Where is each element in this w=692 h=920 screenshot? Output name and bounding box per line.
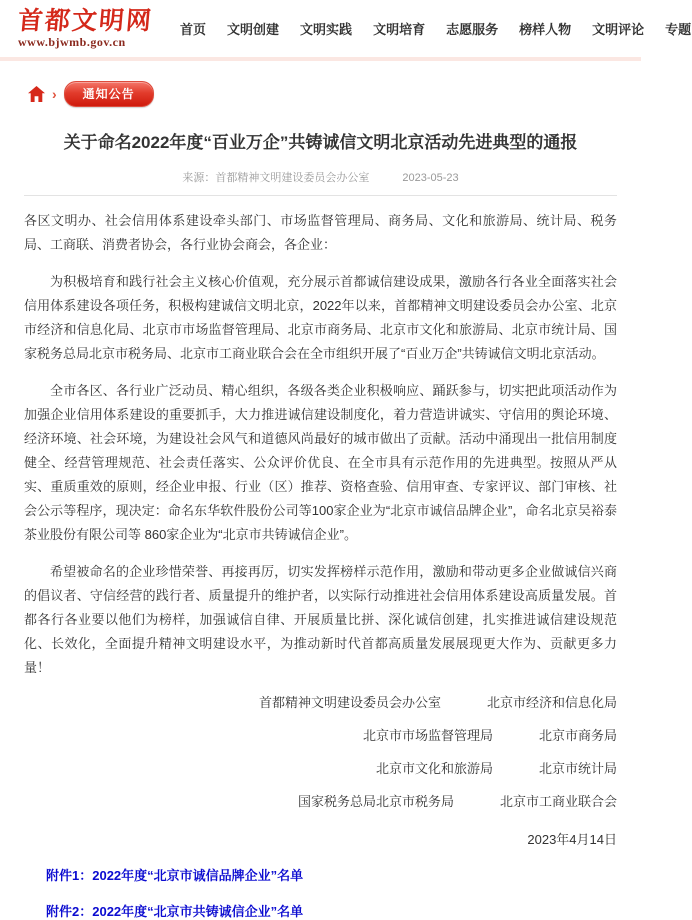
title-divider <box>24 195 617 196</box>
nav-item-civilization-review[interactable]: 文明评论 <box>592 22 645 37</box>
article-publish-date: 2023-05-23 <box>402 171 459 184</box>
site-logo[interactable] <box>18 7 153 51</box>
nav-item-civilization-practice[interactable]: 文明实践 <box>300 22 353 37</box>
signature-date: 2023年4月14日 <box>527 831 617 847</box>
site-logo-url: www.bjwmb.gov.cn <box>18 35 126 50</box>
article-title: 关于命名2022年度“百业万企”共铸诚信文明北京活动先进典型的通报 <box>63 133 578 152</box>
article-meta <box>24 169 617 185</box>
signature-line <box>24 792 617 812</box>
nav-item-home[interactable]: 首页 <box>180 22 207 37</box>
article-source-label: 来源： <box>182 171 216 184</box>
nav-item-volunteer-service[interactable]: 志愿服务 <box>446 22 499 37</box>
signature-org: 北京市统计局 <box>538 760 617 776</box>
attachment-link-1[interactable]: 附件1：2022年度“北京市诚信品牌企业”名单 <box>46 867 304 883</box>
nav-item-special-topics[interactable]: 专题 <box>665 22 692 37</box>
signature-org: 北京市市场监督管理局 <box>362 727 493 743</box>
main-nav <box>179 15 692 42</box>
article-source: 首都精神文明建设委员会办公室 <box>215 171 370 184</box>
nav-item-civilization-creation[interactable]: 文明创建 <box>227 22 280 37</box>
paragraph-salutation: 各区文明办、社会信用体系建设牵头部门、市场监督管理局、商务局、文化和旅游局、统计局、税务局、工商联、消费者协会，各行业协会商会，各企业： <box>24 212 617 252</box>
signature-org: 北京市工商业联合会 <box>499 793 617 809</box>
breadcrumb-category-badge[interactable]: 通知公告 <box>64 81 154 107</box>
signature-org: 北京市商务局 <box>538 727 617 743</box>
article-body <box>24 209 617 680</box>
attachment-list <box>24 865 617 920</box>
attachment-link-2[interactable]: 附件2：2022年度“北京市共铸诚信企业”名单 <box>46 903 304 919</box>
site-header <box>0 0 692 61</box>
signature-org: 国家税务总局北京市税务局 <box>297 793 454 809</box>
nav-item-civilization-cultivation[interactable]: 文明培育 <box>373 22 426 37</box>
site-logo-title: 首都文明网 <box>16 5 155 35</box>
nav-item-role-models[interactable]: 榜样人物 <box>519 22 572 37</box>
signature-org: 首都精神文明建设委员会办公室 <box>258 694 441 710</box>
signature-block <box>24 693 617 848</box>
paragraph-expectation: 希望被命名的企业珍惜荣誉、再接再厉，切实发挥榜样示范作用，激励和带动更多企业做诚信兴商的倡议者、守信经营的践行者、质量提升的维护者，以实际行动推进社会信用体系建设高质量发展。首都各行各业要以他们为榜样，加强诚信自律、开展质量比拼、深化诚信创建，扎实推进诚信建设规范化、长效化，全面提升精神文明建设水平，为推动新时代首都高质量发展展现更大作为、贡献更多力量！ <box>24 563 617 675</box>
home-icon[interactable] <box>28 86 45 102</box>
article <box>0 131 641 920</box>
breadcrumb <box>0 61 641 106</box>
signature-line <box>24 759 617 779</box>
signature-org: 北京市文化和旅游局 <box>375 760 493 776</box>
paragraph-decision: 全市各区、各行业广泛动员、精心组织，各级各类企业积极响应、踊跃参与，切实把此项活动作为加强企业信用体系建设的重要抓手，大力推进诚信建设制度化，着力营造讲诚实、守信用的舆论环境、经济环境、社会环境，为建设社会风气和道德风尚最好的城市做出了贡献。活动中涌现出一批信用制度健全、经营管理规范、社会责任落实、公众评价优良、在全市具有示范作用的先进典型。按照从严从实、重质重效的原则，经企业申报、行业（区）推荐、资格查验、信用审查、专家评议、部门审核、社会公示等程序，现决定：命名东华软件股份公司等100家企业为“北京市诚信品牌企业”，命名北京吴裕泰茶业股份有限公司等 860家企业为“北京市共铸诚信企业”。 <box>24 382 617 542</box>
signature-line <box>24 726 617 746</box>
signature-org: 北京市经济和信息化局 <box>486 694 617 710</box>
signature-line <box>24 693 617 713</box>
paragraph-background: 为积极培育和践行社会主义核心价值观，充分展示首都诚信建设成果，激励各行各业全面落实社会信用体系建设各项任务，积极构建诚信文明北京，2022年以来，首都精神文明建设委员会办公室、北京市经济和信息化局、北京市市场监督管理局、北京市商务局、北京市文化和旅游局、北京市统计局、国家税务总局北京市税务局、北京市工商业联合会在全市组织开展了“百业万企”共铸诚信文明北京活动。 <box>24 273 617 361</box>
chevron-right-icon: › <box>52 86 57 102</box>
